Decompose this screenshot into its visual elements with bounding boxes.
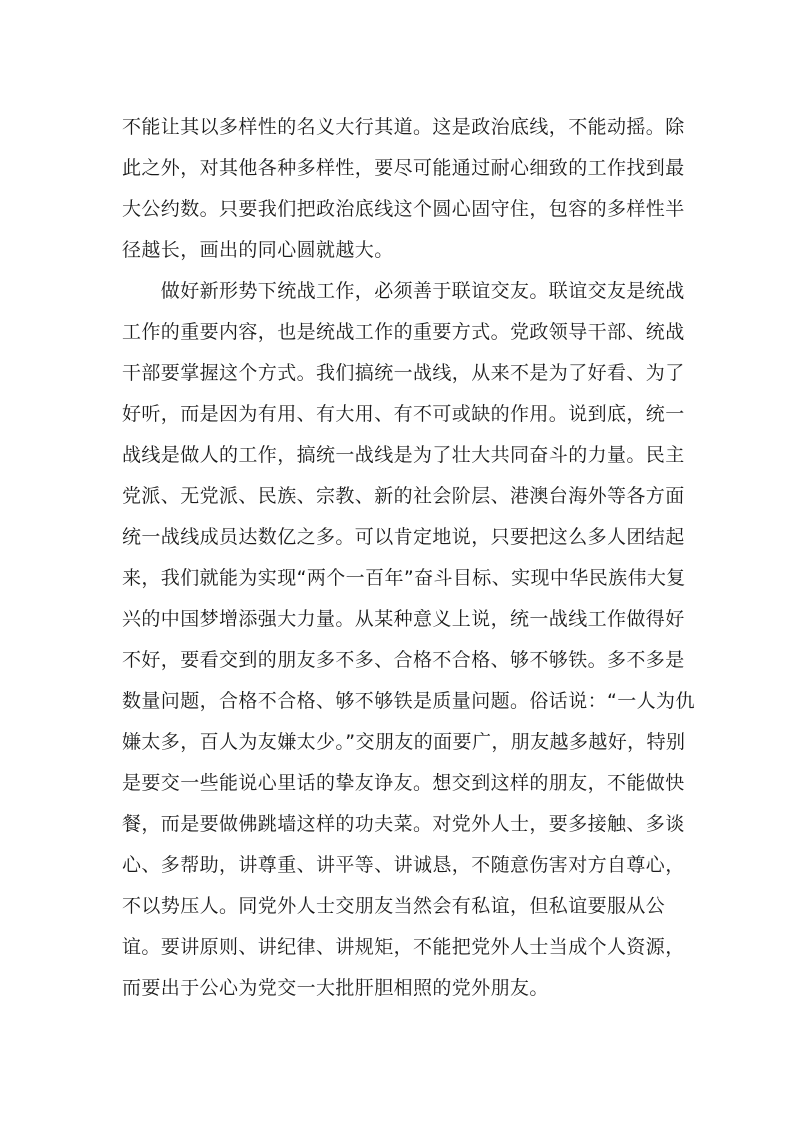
- text-line: 来，我们就能为实现“两个一百年”奋斗目标、实现中华民族伟大复: [122, 567, 686, 589]
- text-line: 是要交一些能说心里话的挚友诤友。想交到这样的朋友，不能做快: [122, 772, 685, 794]
- text-line: 嫌太多，百人为友嫌太少。”交朋友的面要广，朋友越多越好，特别: [122, 731, 686, 753]
- text-line: 此之外，对其他各种多样性，要尽可能通过耐心细致的工作找到最: [122, 157, 685, 179]
- text-line: 兴的中国梦增添强大力量。从某种意义上说，统一战线工作做得好: [122, 608, 685, 630]
- text-line: 餐，而是要做佛跳墙这样的功夫菜。对党外人士，要多接触、多谈: [122, 813, 685, 835]
- text-line: 工作的重要内容，也是统战工作的重要方式。党政领导干部、统战: [122, 321, 685, 343]
- text-line: 心、多帮助，讲尊重、讲平等、讲诚恳，不随意伤害对方自尊心，: [122, 854, 685, 876]
- text-line: 不能让其以多样性的名义大行其道。这是政治底线，不能动摇。除: [122, 116, 685, 138]
- text-line: 数量问题，合格不合格、够不够铁是质量问题。俗话说：“一人为仇: [122, 690, 695, 712]
- text-line: 战线是做人的工作，搞统一战线是为了壮大共同奋斗的力量。民主: [122, 444, 685, 466]
- paragraph-start-line: 做好新形势下统战工作，必须善于联谊交友。联谊交友是统战: [122, 280, 685, 302]
- text-line: 干部要掌握这个方式。我们搞统一战线，从来不是为了好看、为了: [122, 362, 685, 384]
- body-text: [122, 107, 695, 1009]
- text-line: 大公约数。只要我们把政治底线这个圆心固守住，包容的多样性半: [122, 198, 685, 220]
- text-line: 不以势压人。同党外人士交朋友当然会有私谊，但私谊要服从公: [122, 895, 666, 917]
- text-line: 不好，要看交到的朋友多不多、合格不合格、够不够铁。多不多是: [122, 649, 685, 671]
- text-line: 好听，而是因为有用、有大用、有不可或缺的作用。说到底，统一: [122, 403, 685, 425]
- text-line: 谊。要讲原则、讲纪律、讲规矩，不能把党外人士当成个人资源，: [122, 936, 685, 958]
- text-line: 径越长，画出的同心圆就越大。: [122, 239, 394, 261]
- text-line: 而要出于公心为党交一大批肝胆相照的党外朋友。: [122, 977, 549, 999]
- text-line: 党派、无党派、民族、宗教、新的社会阶层、港澳台海外等各方面: [122, 485, 685, 507]
- text-line: 统一战线成员达数亿之多。可以肯定地说，只要把这么多人团结起: [122, 526, 685, 548]
